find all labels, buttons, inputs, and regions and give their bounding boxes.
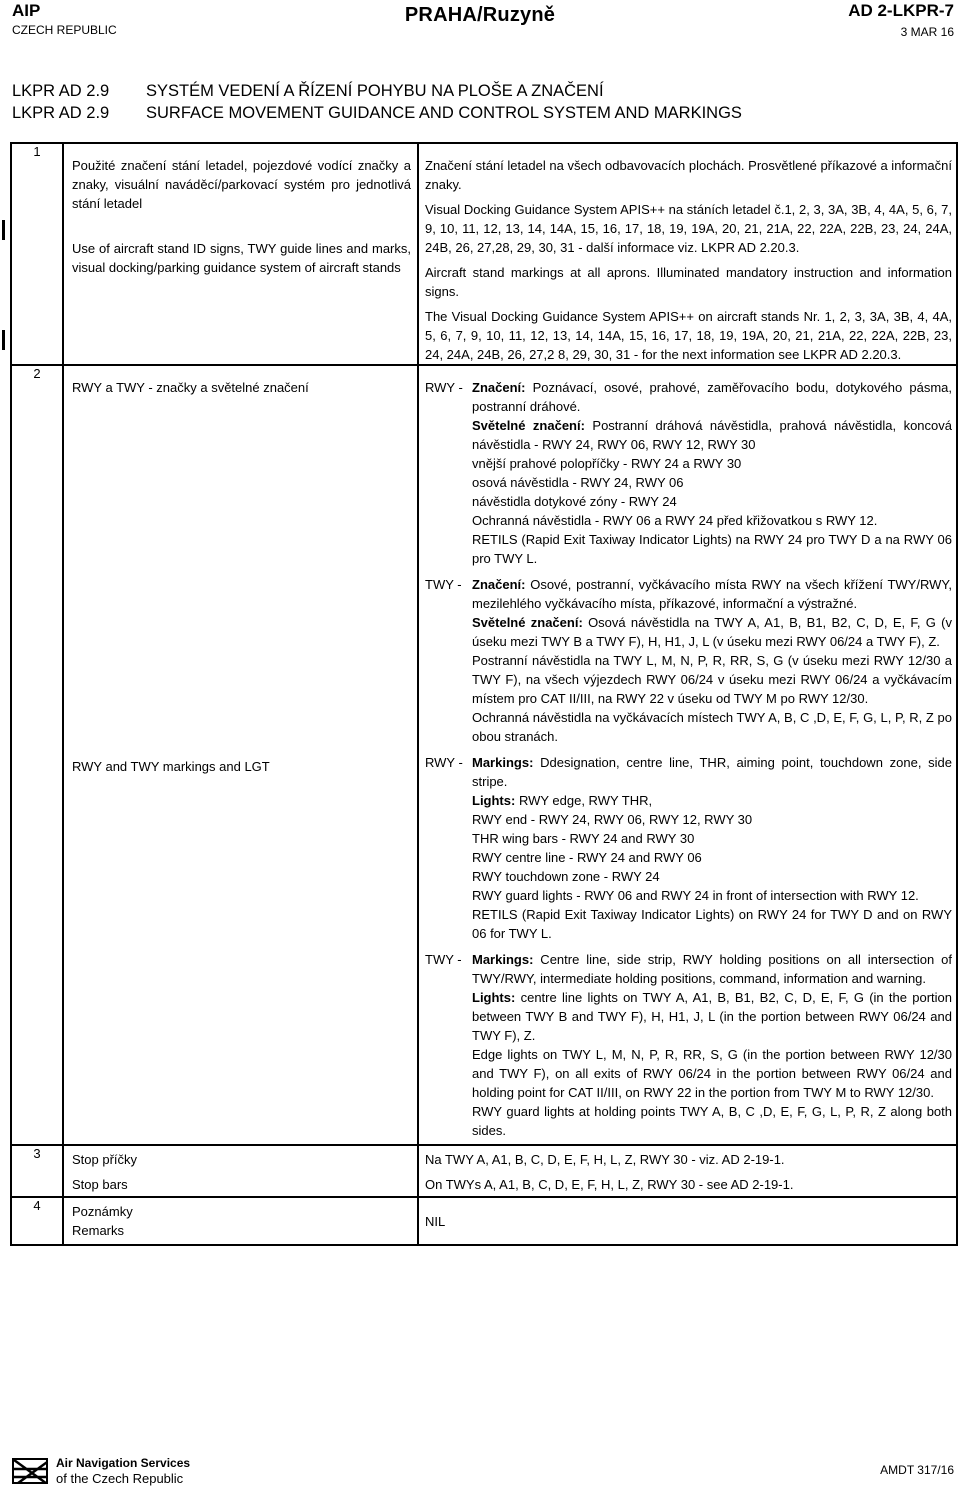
value-en: On TWYs A, A1, B, C, D, E, F, H, L, Z, RWY 30 - see AD 2-19-1. — [425, 1177, 794, 1192]
table-row — [11, 143, 957, 365]
row-number: 1 — [11, 143, 63, 365]
text-lights: Osová návěstidla na TWY A, A1, B, B1, B2, C, D, E, F, G (v úseku mezi TWY B a TWY F), H, H1, J, L (v úseku mezi RWY 06/24 a TWY F), Z. — [472, 615, 952, 649]
prefix-twy: TWY - — [425, 577, 462, 592]
en-twy-body — [472, 950, 952, 1140]
label-lights: Lights: — [472, 793, 516, 808]
cz-rwy-body — [472, 378, 952, 568]
text-line: RWY centre line - RWY 24 and RWY 06 — [472, 850, 702, 865]
table-row — [11, 1145, 957, 1197]
change-bar — [2, 220, 5, 240]
ansp-logo-icon — [12, 1458, 48, 1484]
section-code-en: LKPR AD 2.9 — [12, 104, 110, 122]
text-line: RETILS (Rapid Exit Taxiway Indicator Lights) on RWY 24 for TWY D and on RWY 06 for TWY L. — [472, 907, 952, 941]
label-marking: Markings: — [472, 755, 534, 770]
text-line: vnější prahové polopříčky - RWY 24 a RWY 30 — [472, 456, 742, 471]
subject-cz: Poznámky — [72, 1204, 133, 1219]
value-nil: NIL — [425, 1213, 446, 1229]
subject-cz: RWY a TWY - značky a světelné značení — [72, 380, 309, 395]
text-line: THR wing bars - RWY 24 and RWY 30 — [472, 831, 695, 846]
change-bar — [2, 330, 5, 350]
row-subject — [63, 143, 418, 365]
cz-twy-body — [472, 575, 952, 746]
value-cz-p2: Visual Docking Guidance System APIS++ na stáních letadel č.1, 2, 3, 3A, 3B, 4, 4A, 5, 6, 7, 9, 10, 11, 12, 13, 14, 14A, 15, 16, 17, 18, 19, 19A, 20, 21, 21A, 22, 22A, 22B, 23, 24, 24A, 24B, 26, 27,28, 29, 30, 31 - další informace viz. LKPR AD 2.20.3. — [425, 202, 952, 255]
header-country: CZECH REPUBLIC — [12, 23, 117, 37]
text-line: RETILS (Rapid Exit Taxiway Indicator Lights) na RWY 24 pro TWY D a na RWY 06 pro TWY L. — [472, 532, 952, 566]
label-lights: Světelné značení: — [472, 418, 585, 433]
text-line: návěstidla dotykové zóny - RWY 24 — [472, 494, 677, 509]
text-marking: Centre line, side strip, RWY holding positions on all intersection of TWY/RWY, intermediate holding positions, command, information and warning. — [472, 952, 952, 986]
subject-en: Stop bars — [72, 1177, 128, 1192]
label-marking: Značení: — [472, 380, 526, 395]
text-line: Ochranná návěstidla na vyčkávacích místech TWY A, B, C ,D, E, F, G, L, P, R, Z po obou stranách. — [472, 710, 952, 744]
label-lights: Lights: — [472, 990, 516, 1005]
label-marking: Značení: — [472, 577, 526, 592]
text-marking: Poznávací, osové, prahové, zaměřovacího bodu, dotykového pásma, postranní dráhové. — [472, 380, 952, 414]
subject-en: Use of aircraft stand ID signs, TWY guide lines and marks, visual docking/parking guidance system of aircraft stands — [72, 241, 411, 275]
text-line: RWY guard lights - RWY 06 and RWY 24 in front of intersection with RWY 12. — [472, 888, 919, 903]
footer-org-line2: of the Czech Republic — [56, 1471, 184, 1486]
footer-org-line1: Air Navigation Services — [56, 1456, 191, 1470]
row-subject — [63, 1145, 418, 1197]
text-marking: Ddesignation, centre line, THR, aiming point, touchdown zone, side stripe. — [472, 755, 952, 789]
subject-en: Remarks — [72, 1223, 125, 1238]
value-en-p2: The Visual Docking Guidance System APIS++ on aircraft stands Nr. 1, 2, 3, 3A, 3B, 4, 4A, 5, 6, 7, 9, 10, 11, 12, 13, 14, 14A, 15, 16, 17, 18, 19, 19A, 20, 21, 21A, 22, 22A, 22B, 23, 24, 24A, 24B, 26, 27,2 8, 29, 30, 31 - for the next information see LKPR AD 2.20.3. — [425, 309, 952, 362]
row-value — [418, 1197, 957, 1245]
header-right — [848, 2, 954, 40]
section-titles — [12, 80, 742, 124]
header-aip: AIP — [12, 1, 41, 20]
row-number: 3 — [11, 1145, 63, 1197]
value-cz: Na TWY A, A1, B, C, D, E, F, H, L, Z, RWY 30 - viz. AD 2-19-1. — [425, 1152, 785, 1167]
row-number: 4 — [11, 1197, 63, 1245]
row-value — [418, 143, 957, 365]
text-line: Edge lights on TWY L, M, N, P, R, RR, S, G (in the portion between RWY 12/30 and TWY F), on all exits of RWY 06/24 in the portion between RWY 06/24 and holding point for CAT II/III, on RWY 22 in the portion from TWY M to RWY 12/30. — [472, 1047, 952, 1100]
row-subject — [63, 1197, 418, 1245]
value-cz-p1: Značení stání letadel na všech odbavovacích plochách. Prosvětlené příkazové a informační znaky. — [425, 158, 952, 192]
value-en-p1: Aircraft stand markings at all aprons. Illuminated mandatory instruction and information signs. — [425, 265, 952, 299]
subject-cz: Použité značení stání letadel, pojezdové vodící značky a znaky, visuální naváděcí/parkovací systém pro jednotlivá stání letadel — [72, 158, 411, 211]
footer-logo — [12, 1456, 190, 1486]
section-title-cz: SYSTÉM VEDENÍ A ŘÍZENÍ POHYBU NA PLOŠE A ZNAČENÍ — [146, 82, 604, 100]
text-line: RWY touchdown zone - RWY 24 — [472, 869, 660, 884]
subject-cz: Stop příčky — [72, 1152, 138, 1167]
section-title-en: SURFACE MOVEMENT GUIDANCE AND CONTROL SYSTEM AND MARKINGS — [146, 104, 742, 122]
row-number: 2 — [11, 365, 63, 1145]
cz-twy-block — [425, 575, 952, 746]
text-marking: Osové, postranní, vyčkávacího místa RWY na všech křížení TWY/RWY, mezilehlého vyčkávacího místa, příkazové, informační a výstražné. — [472, 577, 952, 611]
en-rwy-body — [472, 753, 952, 943]
header-date: 3 MAR 16 — [900, 25, 954, 39]
en-rwy-block — [425, 753, 952, 943]
label-lights: Světelné značení: — [472, 615, 583, 630]
subject-en: RWY and TWY markings and LGT — [72, 759, 270, 774]
label-marking: Markings: — [472, 952, 534, 967]
smgcs-table — [10, 142, 958, 1246]
section-title-en-row — [12, 102, 742, 124]
footer-org — [56, 1456, 190, 1486]
table-row — [11, 365, 957, 1145]
row-value — [418, 365, 957, 1145]
text-line: RWY guard lights at holding points TWY A, B, C ,D, E, F, G, L, P, R, Z along both sides. — [472, 1104, 952, 1138]
section-title-cz-row — [12, 80, 742, 102]
prefix-twy: TWY - — [425, 952, 462, 967]
text-line: Postranní návěstidla na TWY L, M, N, P, R, RR, S, G (v úseku mezi RWY 12/30 a TWY F), na všech výjezdech RWY 06/24 v úseku mezi RWY 06/24 a vyčkávacím místem pro CAT II/III, na RWY 22 v úseku od TWY M po RWY 12/30. — [472, 653, 952, 706]
footer-amendment: AMDT 317/16 — [880, 1463, 954, 1477]
text-lights: Postranní dráhová návěstidla, prahová návěstidla, koncová návěstidla - RWY 24, RWY 06, RWY 12, RWY 30 — [472, 418, 952, 452]
prefix-rwy: RWY - — [425, 380, 463, 395]
text-line: Ochranná návěstidla - RWY 06 a RWY 24 před křižovatkou s RWY 12. — [472, 513, 878, 528]
row-subject — [63, 365, 418, 1145]
en-twy-block — [425, 950, 952, 1140]
header-title: PRAHA/Ruzyně — [404, 4, 556, 26]
header-page-code: AD 2-LKPR-7 — [848, 1, 954, 20]
prefix-rwy: RWY - — [425, 755, 463, 770]
text-lights: centre line lights on TWY A, A1, B, B1, B2, C, D, E, F, G (in the portion between TWY B and TWY F), H, H1, J, L (in the portion between RWY 06/24 and TWY F), Z. — [472, 990, 952, 1043]
row-value — [418, 1145, 957, 1197]
table-row — [11, 1197, 957, 1245]
text-lights: RWY edge, RWY THR, — [515, 793, 653, 808]
text-line: RWY end - RWY 24, RWY 06, RWY 12, RWY 30 — [472, 812, 753, 827]
section-code-cz: LKPR AD 2.9 — [12, 82, 110, 100]
cz-rwy-block — [425, 378, 952, 568]
text-line: osová návěstidla - RWY 24, RWY 06 — [472, 475, 684, 490]
